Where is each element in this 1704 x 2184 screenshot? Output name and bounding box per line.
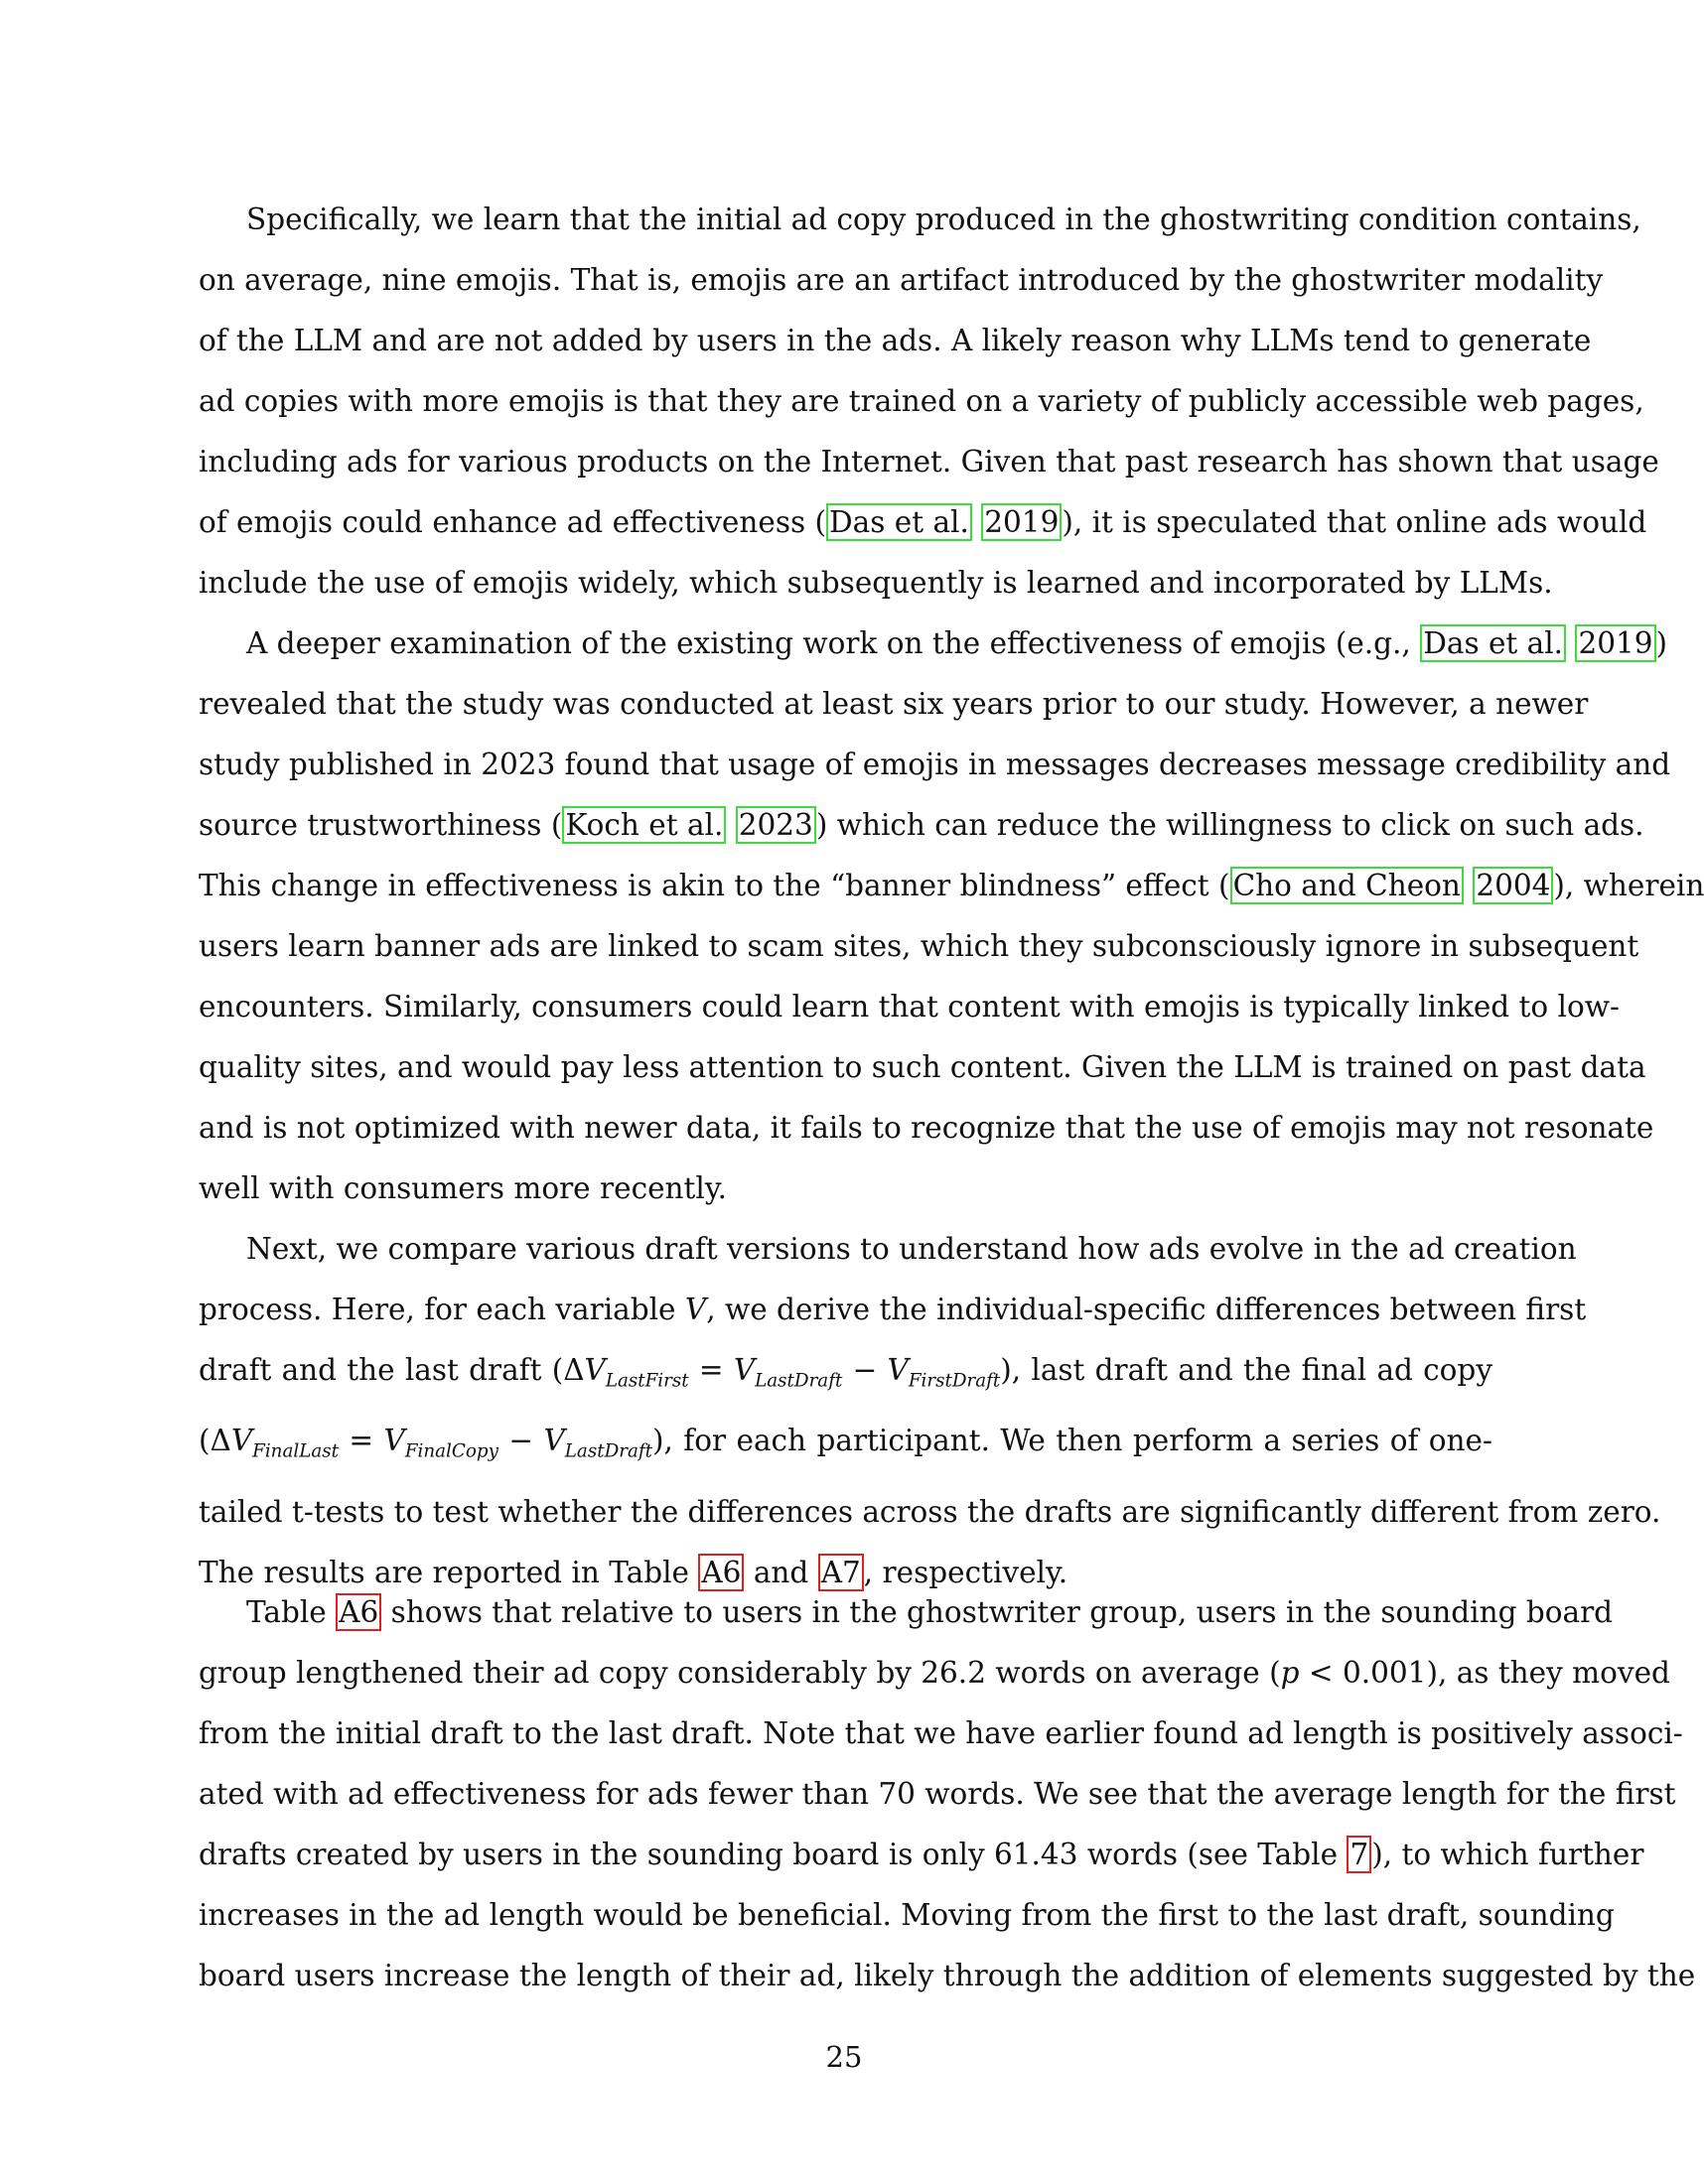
text-line: ated with ad effectiveness for ads fewer than 70 words. We see that the average length for the first: [199, 1777, 1676, 1811]
text-line: [199, 795, 1644, 856]
text-line: include the use of emojis widely, which subsequently is learned and incorporated by LLMs.: [199, 566, 1553, 600]
text-line: [199, 1340, 1492, 1411]
text-line: and is not optimized with newer data, it fails to recognize that the use of emojis may not resonate: [199, 1111, 1654, 1145]
text-line: users learn banner ads are linked to scam sites, which they subconsciously ignore in subsequent: [199, 929, 1639, 963]
text-span: ), as they moved: [1426, 1656, 1670, 1690]
text-span: ), for each participant. We then perform a series of one-: [651, 1424, 1492, 1458]
text-line: Specifically, we learn that the initial ad copy produced in the ghostwriting condition contains,: [246, 203, 1641, 236]
math-operator: =: [698, 1353, 724, 1387]
math-delta: Δ: [210, 1424, 231, 1458]
math-subscript: FinalCopy: [404, 1440, 498, 1462]
text-span: Table: [246, 1595, 327, 1629]
citation-link-cho-cheon-author[interactable]: Cho and Cheon: [1230, 867, 1464, 904]
text-line: tailed t-tests to test whether the differences across the drafts are significantly different from zero.: [199, 1494, 1661, 1529]
text-line: revealed that the study was conducted at least six years prior to our study. However, a newer: [199, 687, 1589, 721]
math-subscript: FirstDraft: [908, 1370, 1001, 1392]
text-line: [199, 1280, 1587, 1340]
math-p-value: [1281, 1656, 1427, 1690]
math-subscript: FinalLast: [252, 1440, 339, 1462]
paragraph-emoji-artifact: [199, 190, 1659, 614]
text-span: ), wherein: [1553, 869, 1704, 902]
text-span: of emojis could enhance ad effectiveness (: [199, 505, 827, 539]
math-operator: =: [349, 1424, 374, 1458]
text-span: The results are reported in Table: [199, 1555, 689, 1589]
text-span: , we derive the individual-specific differences between first: [706, 1293, 1587, 1326]
text-line: [199, 1825, 1644, 1885]
text-span: ), it is speculated that online ads would: [1062, 505, 1647, 539]
text-line: of the LLM and are not added by users in the ads. A likely reason why LLMs tend to generate: [199, 324, 1592, 357]
table-ref-link-7[interactable]: 7: [1347, 1836, 1371, 1873]
math-subscript: LastFirst: [605, 1370, 689, 1392]
text-span: , respectively.: [863, 1555, 1068, 1589]
math-variable: V: [584, 1353, 606, 1387]
citation-link-koch-et-al-year[interactable]: 2023: [736, 806, 816, 844]
citation-link-das-et-al-year[interactable]: 2019: [1575, 624, 1655, 662]
citation-link-koch-et-al-author[interactable]: Koch et al.: [562, 806, 726, 844]
text-span: ), last draft and the final ad copy: [1000, 1353, 1492, 1387]
table-ref-link-a7[interactable]: A7: [818, 1554, 864, 1591]
paragraph-emoji-effectiveness: [199, 614, 1704, 1219]
math-expression: [563, 1353, 1001, 1392]
text-span: drafts created by users in the sounding board is only 61.43 words (see Table: [199, 1838, 1339, 1871]
paragraph-draft-comparison: [199, 1219, 1661, 1603]
text-span: and: [753, 1555, 809, 1589]
math-operator: −: [852, 1353, 878, 1387]
text-span: draft and the last draft (: [199, 1353, 564, 1387]
text-line: board users increase the length of their ad, likely through the addition of elements suggested by the: [199, 1959, 1696, 1992]
text-line: [199, 856, 1704, 916]
citation-link-das-et-al-author[interactable]: Das et al.: [1420, 624, 1566, 662]
text-line: $(\Delta V_{FinalLast} = V_{FinalCopy} - V_{LastDraft})$, for each participant. We then perform a series of one-: [199, 1424, 1492, 1462]
text-span: A deeper examination of the existing work on the effectiveness of emojis (e.g.,: [246, 626, 1411, 660]
math-variable: V: [383, 1424, 405, 1458]
text-line: encounters. Similarly, consumers could learn that content with emojis is typically linked to low-: [199, 990, 1620, 1024]
math-delta: Δ: [563, 1353, 585, 1387]
text-span: This change in effectiveness is akin to the “banner blindness” effect (: [199, 869, 1230, 902]
text-line: including ads for various products on the Internet. Given that past research has shown that usage: [199, 445, 1659, 478]
text-line: [199, 1582, 1614, 1643]
text-span: ) which can reduce the willingness to click on such ads.: [815, 808, 1644, 842]
paragraph-sounding-board-length: [199, 1582, 1696, 2006]
math-expression: [210, 1424, 652, 1462]
citation-link-das-et-al-author[interactable]: Das et al.: [826, 503, 972, 541]
math-expression: < 0.001: [1299, 1656, 1427, 1690]
text-span: group lengthened their ad copy considerably by 26.2 words on average (: [199, 1656, 1281, 1690]
text-span: ), to which further: [1371, 1838, 1644, 1871]
citation-link-das-et-al-year[interactable]: 2019: [981, 503, 1062, 541]
text-line: ad copies with more emojis is that they are trained on a variety of publicly accessible web pages,: [199, 384, 1644, 418]
text-line: on average, nine emojis. That is, emojis are an artifact introduced by the ghostwriter modality: [199, 263, 1604, 297]
math-variable: V: [543, 1424, 565, 1458]
math-variable: V: [230, 1424, 253, 1458]
citation-link-cho-cheon-year[interactable]: 2004: [1473, 867, 1553, 904]
page-number: 25: [825, 2040, 863, 2074]
math-variable: p: [1280, 1656, 1300, 1690]
text-span: process. Here, for each variable: [199, 1293, 676, 1326]
math-subscript: LastDraft: [564, 1440, 652, 1462]
math-subscript: LastDraft: [755, 1370, 843, 1392]
table-ref-link-a6[interactable]: A6: [698, 1554, 744, 1591]
text-span: ): [1655, 626, 1668, 660]
text-line: [199, 614, 1668, 674]
text-line: [199, 492, 1647, 553]
math-operator: −: [508, 1424, 534, 1458]
text-span: shows that relative to users in the ghostwriter group, users in the sounding board: [390, 1595, 1614, 1629]
text-span: source trustworthiness (: [199, 808, 563, 842]
text-line: study published in 2023 found that usage of emojis in messages decreases message credibility and: [199, 748, 1671, 781]
text-line: quality sites, and would pay less attention to such content. Given the LLM is trained on past data: [199, 1050, 1646, 1084]
text-line: from the initial draft to the last draft. Note that we have earlier found ad length is positively associ-: [199, 1716, 1683, 1750]
table-ref-link-a6[interactable]: A6: [336, 1593, 381, 1631]
math-variable: V: [684, 1293, 707, 1326]
math-variable: V: [733, 1353, 756, 1387]
text-line: Next, we compare various draft versions to understand how ads evolve in the ad creation: [246, 1232, 1577, 1266]
text-line: increases in the ad length would be beneficial. Moving from the first to the last draft, sounding: [199, 1898, 1615, 1932]
text-line: well with consumers more recently.: [199, 1171, 727, 1205]
text-line: [199, 1643, 1670, 1704]
math-variable: V: [887, 1353, 909, 1387]
